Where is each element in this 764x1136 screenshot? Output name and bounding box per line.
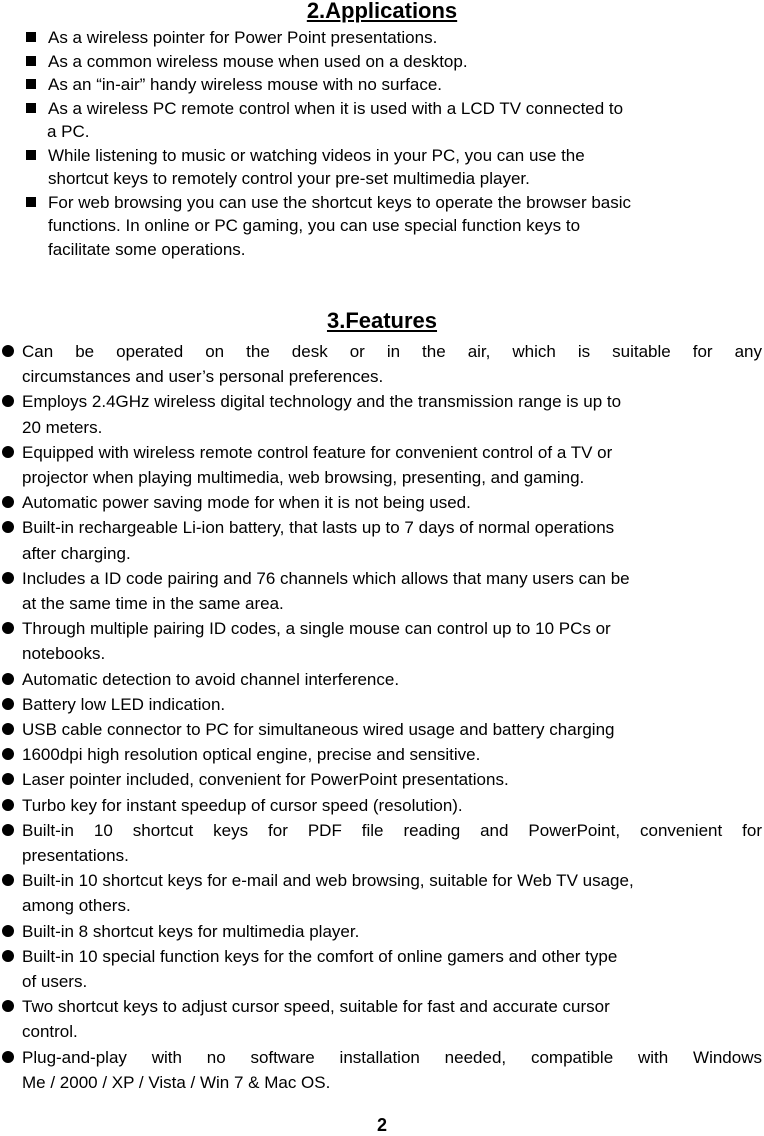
round-bullet-icon <box>2 799 14 811</box>
features-list <box>0 339 762 1095</box>
application-item-text: functions. In online or PC gaming, you can use special function keys to <box>48 216 581 235</box>
round-bullet-icon <box>2 496 14 508</box>
feature-item-text: after charging. <box>22 543 131 563</box>
round-bullet-icon <box>2 622 14 634</box>
feature-item-text: Laser pointer included, convenient for PowerPoint presentations. <box>22 770 509 790</box>
feature-item-text: Automatic power saving mode for when it is not being used. <box>22 493 471 513</box>
feature-item <box>0 793 762 818</box>
feature-item <box>0 339 762 389</box>
application-item <box>22 50 762 74</box>
application-item <box>22 73 762 97</box>
feature-item-text: 20 meters. <box>22 417 103 437</box>
feature-item <box>0 490 762 515</box>
application-item <box>22 26 762 50</box>
feature-item <box>0 717 762 742</box>
feature-item-text: at the same time in the same area. <box>22 594 284 614</box>
round-bullet-icon <box>2 773 14 785</box>
application-item <box>22 144 762 191</box>
feature-item-text: among others. <box>22 896 131 916</box>
feature-item-text: Automatic detection to avoid channel interference. <box>22 669 400 689</box>
square-bullet-icon <box>26 103 36 113</box>
application-item-text: a PC. <box>47 122 90 141</box>
feature-item-text: Built-in 10 shortcut keys for PDF file reading and PowerPoint, convenient for <box>22 820 762 840</box>
applications-list <box>22 26 762 261</box>
feature-item-text: Two shortcut keys to adjust cursor speed, suitable for fast and accurate cursor <box>22 997 610 1017</box>
square-bullet-icon <box>26 56 36 66</box>
feature-item <box>0 389 762 439</box>
application-item-text: As a wireless PC remote control when it is used with a LCD TV connected to <box>48 98 624 118</box>
feature-item-text: Built-in 10 shortcut keys for e-mail and web browsing, suitable for Web TV usage, <box>22 871 634 891</box>
feature-item-text: Plug-and-play with no software installation needed, compatible with Windows <box>22 1047 762 1067</box>
round-bullet-icon <box>2 395 14 407</box>
feature-item <box>0 818 762 868</box>
feature-item-text: Includes a ID code pairing and 76 channels which allows that many users can be <box>22 568 630 588</box>
feature-item <box>0 767 762 792</box>
feature-item <box>0 440 762 490</box>
feature-item-text: Through multiple pairing ID codes, a single mouse can control up to 10 PCs or <box>22 619 611 639</box>
round-bullet-icon <box>2 824 14 836</box>
feature-item <box>0 868 762 918</box>
feature-item-text: Employs 2.4GHz wireless digital technology and the transmission range is up to <box>22 392 622 412</box>
feature-item <box>0 742 762 767</box>
feature-item-text: notebooks. <box>22 644 106 664</box>
page-number: 2 <box>376 1115 387 1135</box>
feature-item <box>0 994 762 1044</box>
feature-item-text: control. <box>22 1022 78 1042</box>
round-bullet-icon <box>2 572 14 584</box>
application-item <box>22 97 762 144</box>
feature-item-text: projector when playing multimedia, web browsing, presenting, and gaming. <box>22 468 585 488</box>
feature-item <box>0 616 762 666</box>
feature-item-text: Battery low LED indication. <box>22 694 226 714</box>
feature-item <box>0 944 762 994</box>
feature-item-text: Turbo key for instant speedup of cursor speed (resolution). <box>22 795 463 815</box>
round-bullet-icon <box>2 521 14 533</box>
round-bullet-icon <box>2 1051 14 1063</box>
feature-item-text: presentations. <box>22 846 129 866</box>
square-bullet-icon <box>26 150 36 160</box>
round-bullet-icon <box>2 345 14 357</box>
feature-item-text: circumstances and user’s personal preferences. <box>22 367 384 387</box>
feature-item-text: Built-in 8 shortcut keys for multimedia player. <box>22 921 360 941</box>
round-bullet-icon <box>2 748 14 760</box>
round-bullet-icon <box>2 698 14 710</box>
feature-item-text: Equipped with wireless remote control feature for convenient control of a TV or <box>22 442 613 462</box>
feature-item <box>0 515 762 565</box>
round-bullet-icon <box>2 950 14 962</box>
feature-item-text: USB cable connector to PC for simultaneous wired usage and battery charging <box>22 720 615 740</box>
round-bullet-icon <box>2 1000 14 1012</box>
feature-item-text: of users. <box>22 972 88 992</box>
feature-item <box>0 667 762 692</box>
square-bullet-icon <box>26 79 36 89</box>
feature-item <box>0 566 762 616</box>
application-item <box>22 191 762 262</box>
round-bullet-icon <box>2 723 14 735</box>
application-item-text: For web browsing you can use the shortcut keys to operate the browser basic <box>48 192 632 212</box>
feature-item-text: Can be operated on the desk or in the air, which is suitable for any <box>22 342 762 361</box>
applications-heading: 2.Applications <box>306 0 458 23</box>
application-item-text: As a common wireless mouse when used on a desktop. <box>48 51 468 71</box>
application-item-text: As an “in-air” handy wireless mouse with no surface. <box>48 75 442 94</box>
feature-item-text: Me / 2000 / XP / Vista / Win 7 & Mac OS. <box>22 1072 331 1092</box>
feature-item-text: Built-in rechargeable Li-ion battery, that lasts up to 7 days of normal operations <box>22 518 615 538</box>
round-bullet-icon <box>2 446 14 458</box>
feature-item <box>0 919 762 944</box>
features-heading: 3.Features <box>326 308 438 333</box>
square-bullet-icon <box>26 32 36 42</box>
round-bullet-icon <box>2 673 14 685</box>
feature-item <box>0 1045 762 1095</box>
round-bullet-icon <box>2 925 14 937</box>
round-bullet-icon <box>2 874 14 886</box>
application-item-text: As a wireless pointer for Power Point presentations. <box>48 28 438 47</box>
application-item-text: While listening to music or watching videos in your PC, you can use the <box>48 145 585 165</box>
square-bullet-icon <box>26 197 36 207</box>
feature-item-text: Built-in 10 special function keys for the comfort of online gamers and other type <box>22 946 618 966</box>
application-item-text: shortcut keys to remotely control your pre-set multimedia player. <box>48 169 530 188</box>
feature-item-text: 1600dpi high resolution optical engine, precise and sensitive. <box>22 745 481 765</box>
feature-item <box>0 692 762 717</box>
application-item-text: facilitate some operations. <box>48 239 246 259</box>
